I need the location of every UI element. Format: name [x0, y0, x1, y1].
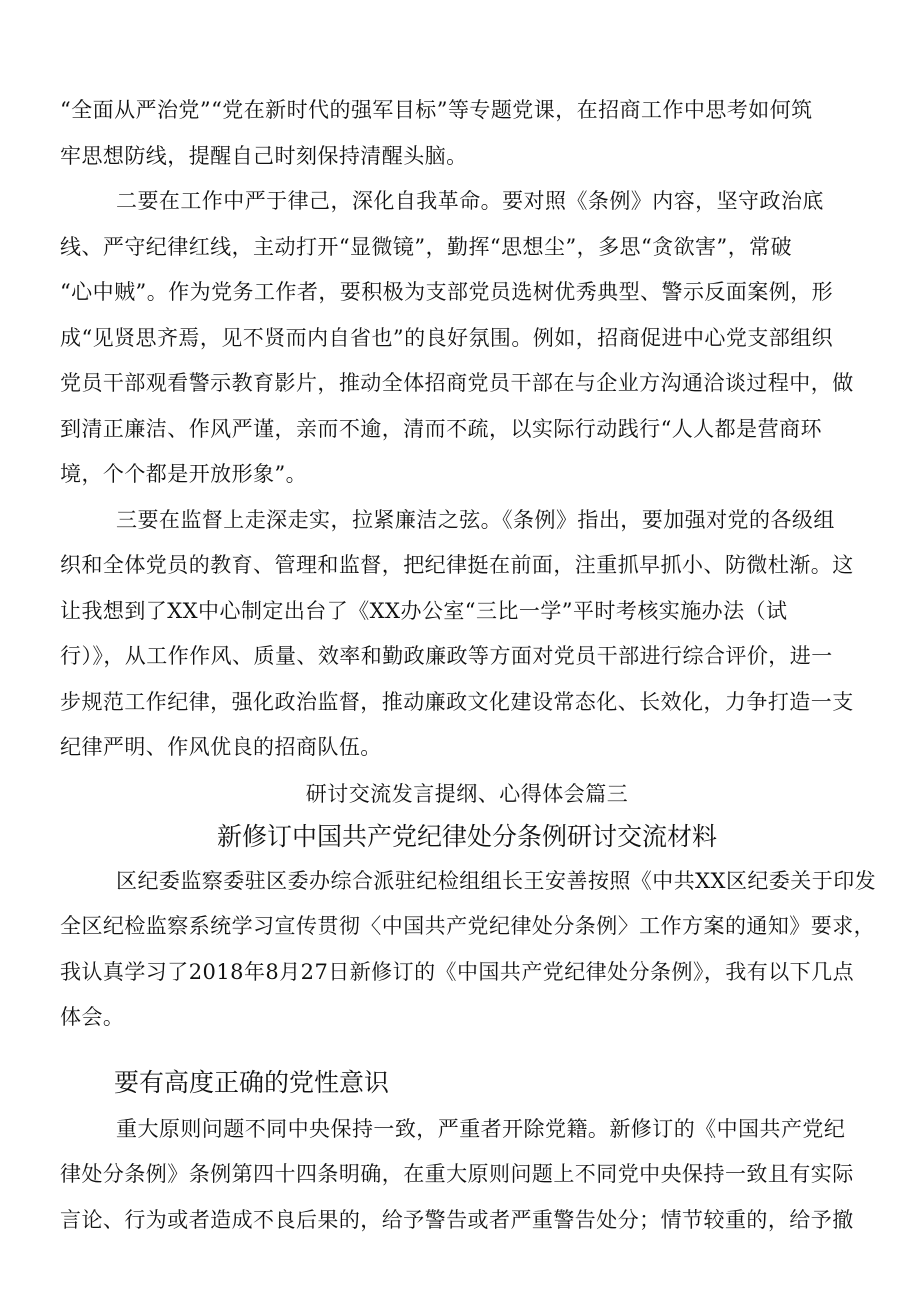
paragraph-line: 步规范工作纪律，强化政治监督，推动廉政文化建设常态化、长效化，力争打造一支: [60, 689, 854, 714]
paragraph-line: 党员干部观看警示教育影片，推动全体招商党员干部在与企业方沟通洽谈过程中，做: [60, 371, 854, 395]
paragraph-line: 全区纪检监察系统学习宣传贯彻〈中国共产党纪律处分条例〉工作方案的通知》要求，: [60, 914, 876, 938]
main-title: 新修订中国共产党纪律处分条例研讨交流材料: [216, 821, 717, 851]
paragraph-line: 二要在工作中严于律己，深化自我革命。要对照《条例》内容，坚守政治底: [116, 189, 824, 213]
paragraph-line: 线、严守纪律红线，主动打开“显微镜”，勤挥“思想尘”，多思“贪欲害”，常破: [60, 234, 793, 259]
paragraph-line: 行）》，从工作作风、质量、效率和勤政廉政等方面对党员干部进行综合评价，进一: [60, 644, 833, 668]
paragraph-line: 重大原则问题不同中央保持一致，严重者开除党籍。新修订的《中国共产党纪: [116, 1116, 846, 1141]
paragraph-line: 律处分条例》条例第四十四条明确，在重大原则问题上不同党中央保持一致且有实际: [60, 1162, 854, 1186]
paragraph-line: 我认真学习了2018年8月27日新修订的《中国共产党纪律处分条例》，我有以下几点: [60, 959, 855, 984]
sub-heading: 要有高度正确的党性意识: [114, 1067, 390, 1097]
paragraph-line: 境，个个都是开放形象”。: [60, 462, 308, 486]
paragraph-line: 牢思想防线，提醒自己时刻保持清醒头脑。: [60, 143, 468, 168]
paragraph-line: 成“见贤思齐焉，见不贤而内自省也”的良好氛围。例如，招商促进中心党支部组织: [60, 325, 834, 350]
paragraph-line: 到清正廉洁、作风严谨，亲而不逾，清而不疏，以实际行动践行“人人都是营商环: [60, 416, 822, 441]
paragraph-line: 区纪委监察委驻区委办综合派驻纪检组组长王安善按照《中共XX区纪委关于印发: [116, 868, 877, 893]
paragraph-line: 言论、行为或者造成不良后果的，给予警告或者严重警告处分；情节较重的，给予撤: [60, 1207, 854, 1232]
paragraph-line: “心中贼”。作为党务工作者，要积极为支部党员选树优秀典型、警示反面案例，形: [60, 280, 834, 304]
paragraph-line: 体会。: [60, 1005, 125, 1029]
section-title: 研讨交流发言提纲、心得体会篇三: [305, 781, 629, 806]
paragraph-line: 纪律严明、作风优良的招商队伍。: [60, 735, 382, 759]
paragraph-line: 让我想到了XX中心制定出台了《XX办公室“三比一学”平时考核实施办法（试: [60, 598, 788, 623]
paragraph-line: 织和全体党员的教育、管理和监督，把纪律挺在前面，注重抓早抓小、防微杜渐。这: [60, 553, 854, 577]
paragraph-line: “全面从严治党”“党在新时代的强军目标”等专题党课，在招商工作中思考如何筑: [60, 98, 813, 122]
paragraph-line: 三要在监督上走深走实，拉紧廉洁之弦。《条例》指出，要加强对党的各级组: [116, 507, 835, 532]
